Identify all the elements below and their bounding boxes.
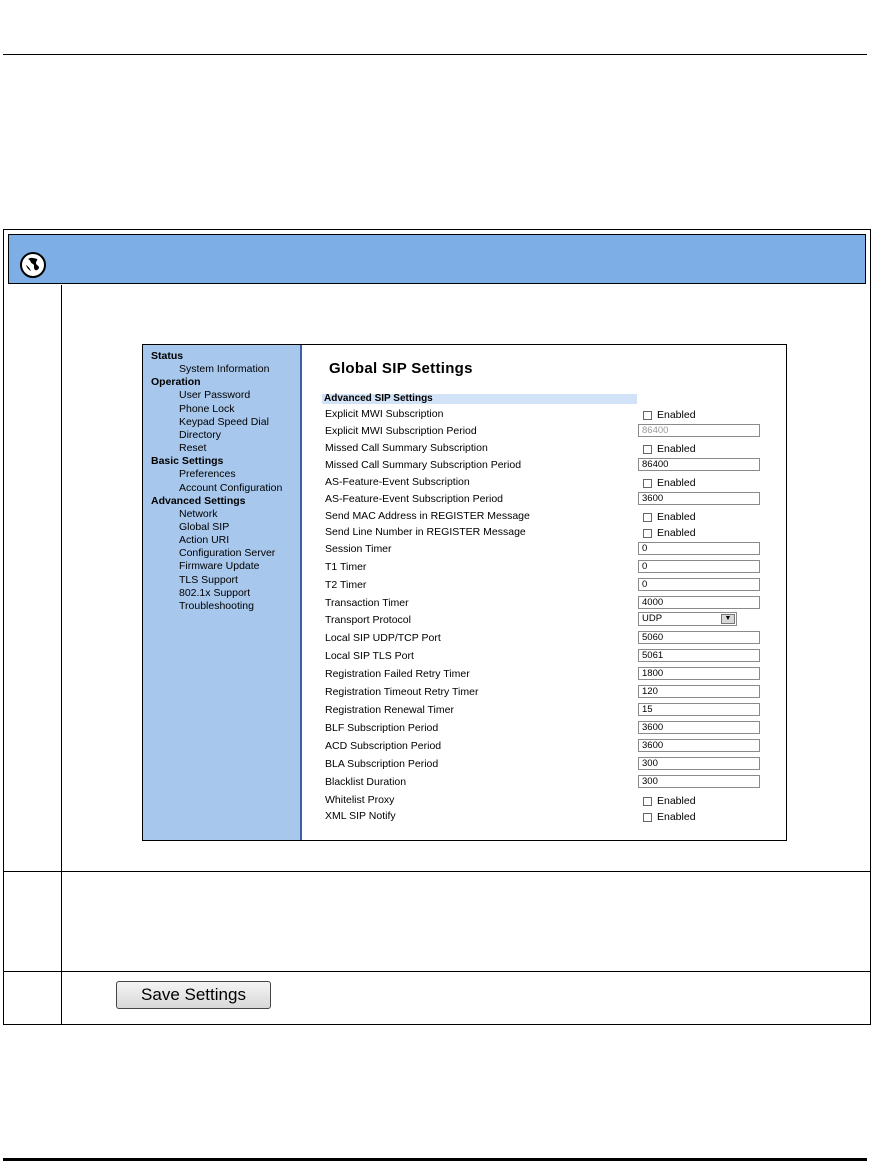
checkbox-box[interactable] xyxy=(643,813,652,822)
input-transaction-timer[interactable]: 4000 xyxy=(638,596,760,609)
input-missed-call-summary-subscription-period[interactable]: 86400 xyxy=(638,458,760,471)
checkbox-label: Enabled xyxy=(657,795,696,807)
label-as-feature-event-subscription-period: AS-Feature-Event Subscription Period xyxy=(325,493,504,505)
label-registration-renewal-timer: Registration Renewal Timer xyxy=(325,704,454,716)
label-send-line-number-in-register-message: Send Line Number in REGISTER Message xyxy=(325,526,526,538)
select-transport-protocol[interactable] xyxy=(638,612,737,626)
nav-item-preferences[interactable]: Preferences xyxy=(179,468,236,481)
globe-glyph xyxy=(24,256,42,274)
checkbox-whitelist-proxy[interactable] xyxy=(643,795,696,807)
input-bla-subscription-period[interactable]: 300 xyxy=(638,757,760,770)
nav-item-phone-lock[interactable]: Phone Lock xyxy=(179,402,235,415)
label-send-mac-address-in-register-message: Send MAC Address in REGISTER Message xyxy=(325,510,530,522)
label-t1-timer: T1 Timer xyxy=(325,561,367,573)
label-t2-timer: T2 Timer xyxy=(325,579,367,591)
row-divider-2 xyxy=(4,971,870,972)
nav-item-keypad-speed-dial[interactable]: Keypad Speed Dial xyxy=(179,415,269,428)
checkbox-label: Enabled xyxy=(657,511,696,523)
input-blf-subscription-period[interactable]: 3600 xyxy=(638,721,760,734)
label-registration-failed-retry-timer: Registration Failed Retry Timer xyxy=(325,668,470,680)
label-acd-subscription-period: ACD Subscription Period xyxy=(325,740,442,752)
step-column-divider xyxy=(61,285,62,1024)
checkbox-label: Enabled xyxy=(657,477,696,489)
checkbox-box[interactable] xyxy=(643,529,652,538)
nav-item-action-uri[interactable]: Action URI xyxy=(179,534,230,547)
checkbox-missed-call-summary-subscription[interactable] xyxy=(643,443,696,455)
input-t1-timer[interactable]: 0 xyxy=(638,560,760,573)
label-explicit-mwi-subscription-period: Explicit MWI Subscription Period xyxy=(325,425,477,437)
input-registration-failed-retry-timer[interactable]: 1800 xyxy=(638,667,760,680)
nav-item-tls-support[interactable]: TLS Support xyxy=(179,573,238,586)
checkbox-box[interactable] xyxy=(643,513,652,522)
label-registration-timeout-retry-timer: Registration Timeout Retry Timer xyxy=(325,686,479,698)
input-explicit-mwi-subscription-period: 86400 xyxy=(638,424,760,437)
chevron-down-icon[interactable]: ▼ xyxy=(721,614,735,624)
table-header-band xyxy=(8,234,866,284)
nav-section-basic-settings: Basic Settings xyxy=(151,455,224,468)
top-rule xyxy=(3,54,867,55)
section-header: Advanced SIP Settings xyxy=(322,394,637,404)
label-as-feature-event-subscription: AS-Feature-Event Subscription xyxy=(325,476,470,488)
checkbox-box[interactable] xyxy=(643,445,652,454)
nav-item-802-1x-support[interactable]: 802.1x Support xyxy=(179,586,251,599)
nav-item-account-configuration[interactable]: Account Configuration xyxy=(179,481,283,494)
input-as-feature-event-subscription-period[interactable]: 3600 xyxy=(638,492,760,505)
input-t2-timer[interactable]: 0 xyxy=(638,578,760,591)
main-panel xyxy=(302,345,786,840)
checkbox-send-line-number-in-register-message[interactable] xyxy=(643,527,696,539)
label-transaction-timer: Transaction Timer xyxy=(325,597,409,609)
save-settings-button[interactable]: Save Settings xyxy=(116,981,271,1009)
checkbox-explicit-mwi-subscription[interactable] xyxy=(643,409,696,421)
label-explicit-mwi-subscription: Explicit MWI Subscription xyxy=(325,408,444,420)
nav-item-directory[interactable]: Directory xyxy=(179,428,222,441)
label-missed-call-summary-subscription-period: Missed Call Summary Subscription Period xyxy=(325,459,522,471)
label-local-sip-udp-tcp-port: Local SIP UDP/TCP Port xyxy=(325,632,441,644)
checkbox-label: Enabled xyxy=(657,443,696,455)
nav-item-user-password[interactable]: User Password xyxy=(179,389,251,402)
nav-item-global-sip[interactable]: Global SIP xyxy=(179,520,230,533)
checkbox-as-feature-event-subscription[interactable] xyxy=(643,477,696,489)
nav-section-operation: Operation xyxy=(151,376,201,389)
checkbox-box[interactable] xyxy=(643,797,652,806)
input-registration-renewal-timer[interactable]: 15 xyxy=(638,703,760,716)
label-xml-sip-notify: XML SIP Notify xyxy=(325,810,396,822)
checkbox-box[interactable] xyxy=(643,411,652,420)
label-transport-protocol: Transport Protocol xyxy=(325,614,411,626)
label-whitelist-proxy: Whitelist Proxy xyxy=(325,794,395,806)
input-acd-subscription-period[interactable]: 3600 xyxy=(638,739,760,752)
label-missed-call-summary-subscription: Missed Call Summary Subscription xyxy=(325,442,488,454)
label-blacklist-duration: Blacklist Duration xyxy=(325,776,407,788)
label-session-timer: Session Timer xyxy=(325,543,392,555)
input-registration-timeout-retry-timer[interactable]: 120 xyxy=(638,685,760,698)
select-value: UDP xyxy=(642,613,663,624)
bottom-rule xyxy=(3,1158,867,1161)
nav-item-firmware-update[interactable]: Firmware Update xyxy=(179,560,260,573)
row-divider-1 xyxy=(4,871,870,872)
checkbox-box[interactable] xyxy=(643,479,652,488)
checkbox-send-mac-address-in-register-message[interactable] xyxy=(643,511,696,523)
nav-item-troubleshooting[interactable]: Troubleshooting xyxy=(179,599,254,612)
label-local-sip-tls-port: Local SIP TLS Port xyxy=(325,650,414,662)
page-title: Global SIP Settings xyxy=(329,360,473,377)
checkbox-label: Enabled xyxy=(657,811,696,823)
checkbox-label: Enabled xyxy=(657,409,696,421)
nav-item-network[interactable]: Network xyxy=(179,507,218,520)
nav-section-status: Status xyxy=(151,350,184,362)
input-local-sip-udp-tcp-port[interactable]: 5060 xyxy=(638,631,760,644)
checkbox-xml-sip-notify[interactable] xyxy=(643,811,696,823)
web-ui-screenshot xyxy=(142,344,787,841)
input-session-timer[interactable]: 0 xyxy=(638,542,760,555)
label-blf-subscription-period: BLF Subscription Period xyxy=(325,722,439,734)
input-blacklist-duration[interactable]: 300 xyxy=(638,775,760,788)
globe-icon xyxy=(20,252,46,278)
nav-section-advanced-settings: Advanced Settings xyxy=(151,494,246,507)
input-local-sip-tls-port[interactable]: 5061 xyxy=(638,649,760,662)
nav-item-reset[interactable]: Reset xyxy=(179,442,207,455)
label-bla-subscription-period: BLA Subscription Period xyxy=(325,758,439,770)
nav-item-configuration-server[interactable]: Configuration Server xyxy=(179,547,276,560)
nav-item-system-information[interactable]: System Information xyxy=(179,363,270,376)
checkbox-label: Enabled xyxy=(657,527,696,539)
sidebar-nav xyxy=(143,345,302,840)
